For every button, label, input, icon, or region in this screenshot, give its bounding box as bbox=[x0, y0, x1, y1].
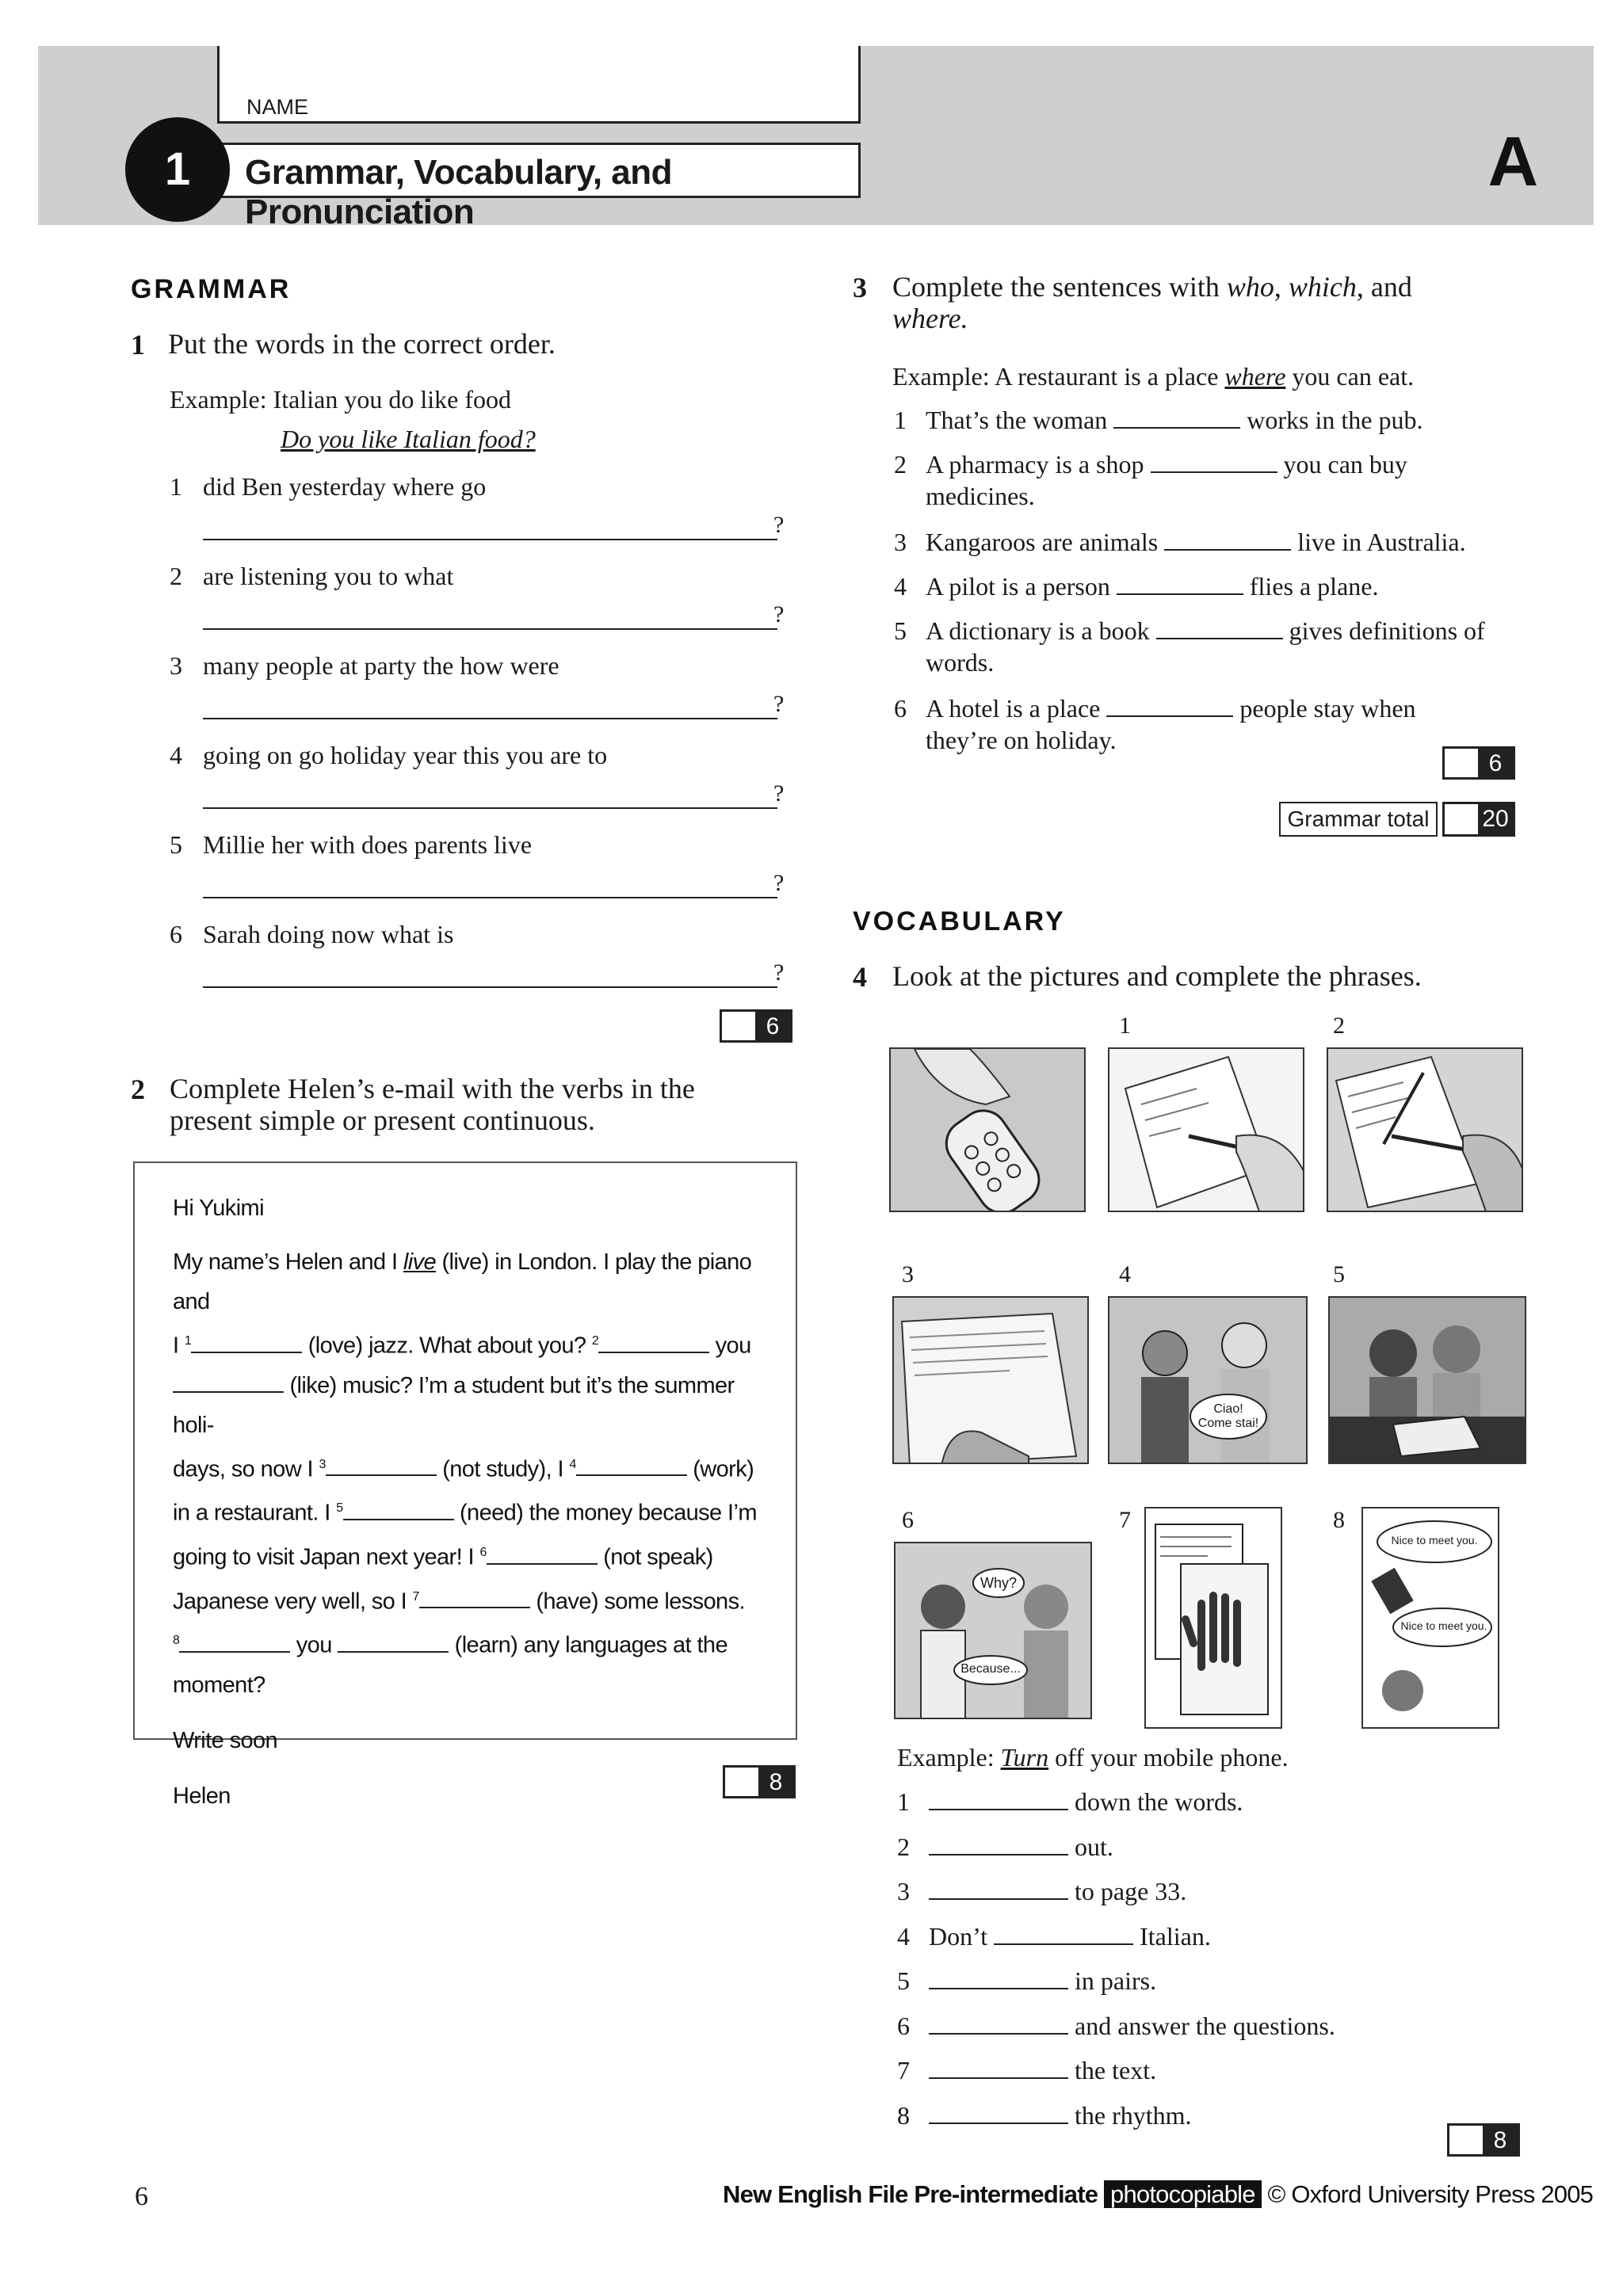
people-talking-icon bbox=[1109, 1298, 1308, 1464]
q4-item-phrase bbox=[929, 1786, 1243, 1817]
q1-item-words: Sarah doing now what is bbox=[203, 920, 454, 948]
gap-8b-blank[interactable] bbox=[338, 1634, 449, 1653]
email-box bbox=[133, 1161, 797, 1809]
footer-credits bbox=[723, 2180, 1593, 2209]
q4-example bbox=[897, 1741, 1289, 1773]
question-answer-icon bbox=[896, 1543, 1092, 1719]
q4-item-number: 5 bbox=[897, 1966, 910, 1995]
q4-item-phrase bbox=[929, 1965, 1156, 1997]
email-text: (love) jazz. What about you? bbox=[302, 1333, 592, 1359]
q1-item-words: did Ben yesterday where go bbox=[203, 472, 487, 501]
q3-example-text: Example: A restaurant is a place bbox=[892, 362, 1225, 391]
q4-item-number: 4 bbox=[897, 1922, 910, 1951]
q3-item-blank[interactable] bbox=[1117, 573, 1243, 595]
q3-item-text: you can buy bbox=[1277, 450, 1407, 479]
q4-number: 4 bbox=[853, 961, 867, 993]
q3-item-text: Kangaroos are animals bbox=[926, 528, 1165, 556]
q4-item-text: Don’t bbox=[929, 1922, 995, 1951]
picture-3-book bbox=[892, 1296, 1089, 1464]
q4-item-number: 8 bbox=[897, 2101, 910, 2130]
q1-score: 6 bbox=[755, 1012, 790, 1040]
name-field[interactable] bbox=[217, 46, 861, 124]
q3-item-text: A dictionary is a book bbox=[926, 616, 1156, 645]
q4-item-blank[interactable] bbox=[929, 2057, 1068, 2079]
picture-7-reading bbox=[1144, 1507, 1282, 1729]
grammar-total: 20 bbox=[1478, 804, 1513, 834]
q3-item-blank[interactable] bbox=[1106, 695, 1233, 717]
gap-number: 5 bbox=[336, 1501, 343, 1516]
pic-number: 6 bbox=[902, 1507, 914, 1533]
question-mark: ? bbox=[773, 601, 785, 627]
q1-item-number: 4 bbox=[170, 741, 182, 769]
q4-item-blank[interactable] bbox=[929, 1833, 1068, 1855]
q4-item-text: down the words. bbox=[1068, 1787, 1243, 1816]
students-reading-icon bbox=[1330, 1298, 1526, 1464]
email-text: (work) bbox=[686, 1456, 754, 1482]
q3-instruction: Complete the sentences with who, which, and where. bbox=[892, 271, 1412, 334]
q4-item-phrase bbox=[929, 1831, 1113, 1863]
q4-item-blank[interactable] bbox=[929, 1878, 1068, 1900]
q1-item-number: 6 bbox=[170, 920, 182, 948]
q4-score: 8 bbox=[1483, 2126, 1518, 2154]
q4-item-text: the text. bbox=[1068, 2056, 1157, 2084]
photocopiable-badge: photocopiable bbox=[1104, 2180, 1262, 2208]
q1-example: Example: Italian you do like food bbox=[170, 385, 511, 414]
email-closing: Write soon bbox=[173, 1727, 278, 1753]
speech-bubble-text: Nice to meet you. bbox=[1400, 1619, 1487, 1632]
q4-item-phrase bbox=[929, 1875, 1186, 1907]
word-who: who bbox=[1226, 271, 1274, 303]
q3-item-number: 4 bbox=[894, 572, 907, 601]
pic-number: 2 bbox=[1333, 1013, 1345, 1039]
q1-answer-line[interactable] bbox=[203, 986, 777, 988]
gap-number: 4 bbox=[569, 1457, 576, 1471]
picture-example-phone bbox=[889, 1047, 1086, 1212]
q3-item-blank[interactable] bbox=[1113, 406, 1240, 429]
email-line-6 bbox=[173, 1533, 775, 1577]
q1-score-box bbox=[720, 1009, 792, 1043]
q4-item-number: 2 bbox=[897, 1833, 910, 1861]
email-example-live: live bbox=[403, 1249, 437, 1275]
q3-item-sentence bbox=[926, 692, 1416, 724]
crossing-out-icon bbox=[1328, 1049, 1523, 1212]
q3-example bbox=[892, 360, 1414, 392]
picture-5-pairs bbox=[1328, 1296, 1526, 1464]
pic-number: 4 bbox=[1119, 1261, 1131, 1287]
copyright: © Oxford University Press 2005 bbox=[1267, 2180, 1594, 2208]
q3-item-text: works in the pub. bbox=[1240, 406, 1423, 434]
gap-2-blank[interactable] bbox=[598, 1334, 709, 1353]
email-text: moment? bbox=[173, 1672, 265, 1698]
q4-item-blank[interactable] bbox=[929, 1788, 1068, 1810]
q1-item-number: 5 bbox=[170, 830, 182, 859]
email-text: (need) the money because I’m bbox=[453, 1500, 757, 1526]
pic-number: 8 bbox=[1333, 1507, 1345, 1533]
q1-item-words: Millie her with does parents live bbox=[203, 830, 533, 859]
email-line-1 bbox=[173, 1242, 775, 1322]
q3-example-answer: where bbox=[1224, 362, 1286, 391]
q3-score: 6 bbox=[1478, 749, 1513, 777]
email-line-2 bbox=[173, 1322, 775, 1366]
q1-item-number: 3 bbox=[170, 651, 182, 680]
q4-item-number: 6 bbox=[897, 2012, 910, 2040]
q3-item-text: gives definitions of bbox=[1282, 616, 1485, 645]
gap-number: 1 bbox=[184, 1334, 192, 1348]
picture-8-pronunciation bbox=[1361, 1507, 1499, 1729]
hand-on-paper-icon bbox=[1146, 1508, 1282, 1729]
gap-6-blank[interactable] bbox=[487, 1546, 598, 1565]
q3-item-text: That’s the woman bbox=[926, 406, 1114, 434]
q3-item-number: 2 bbox=[894, 450, 907, 479]
email-text: Japanese very well, so I bbox=[173, 1589, 413, 1615]
email-signature: Helen bbox=[173, 1783, 231, 1809]
picture-2-crossing-out bbox=[1327, 1047, 1523, 1212]
gap-3-blank[interactable] bbox=[326, 1457, 437, 1476]
q4-item-text: to page 33. bbox=[1068, 1877, 1187, 1905]
email-line-9 bbox=[173, 1665, 775, 1705]
q3-score-box bbox=[1442, 746, 1515, 780]
question-mark: ? bbox=[773, 512, 785, 538]
word-which: which bbox=[1288, 271, 1357, 303]
q4-example-text: Example: bbox=[897, 1743, 1001, 1772]
q4-item-phrase bbox=[929, 1920, 1211, 1952]
q3-item-text: A pharmacy is a shop bbox=[926, 450, 1151, 479]
q4-item-number: 3 bbox=[897, 1877, 910, 1905]
q1-answer-line[interactable] bbox=[203, 897, 777, 898]
q1-answer-line[interactable] bbox=[203, 628, 777, 630]
email-text: I bbox=[173, 1333, 185, 1359]
pic-number: 1 bbox=[1119, 1013, 1131, 1039]
pic-number: 5 bbox=[1333, 1261, 1345, 1287]
name-label: NAME bbox=[246, 95, 309, 119]
q3-item-number: 3 bbox=[894, 528, 907, 556]
gap-number: 3 bbox=[319, 1457, 326, 1471]
q3-item-blank[interactable] bbox=[1151, 451, 1277, 473]
gap-8a-blank[interactable] bbox=[179, 1634, 290, 1653]
q1-item-words: are listening you to what bbox=[203, 562, 454, 590]
q2-number: 2 bbox=[131, 1074, 145, 1105]
q4-item-text: out. bbox=[1068, 1833, 1113, 1861]
email-line-5 bbox=[173, 1489, 775, 1533]
email-text: in a restaurant. I bbox=[173, 1500, 337, 1526]
email-text: (like) music? I’m a student but it’s the summer holi- bbox=[173, 1372, 735, 1438]
picture-1-writing bbox=[1108, 1047, 1304, 1212]
gap-7-blank[interactable] bbox=[419, 1589, 530, 1608]
page-number: 6 bbox=[135, 2182, 148, 2211]
q4-item-number: 7 bbox=[897, 2056, 910, 2084]
unit-number-badge: 1 bbox=[125, 117, 230, 222]
q3-number: 3 bbox=[853, 272, 867, 303]
q4-item-blank[interactable] bbox=[929, 1967, 1068, 1989]
q3-item-sentence bbox=[926, 448, 1407, 480]
email-text: going to visit Japan next year! I bbox=[173, 1544, 480, 1570]
q4-example-answer: Turn bbox=[1000, 1743, 1049, 1772]
email-line-7 bbox=[173, 1577, 775, 1622]
gap-2b-blank[interactable] bbox=[173, 1374, 284, 1393]
q3-item-text: live in Australia. bbox=[1291, 528, 1466, 556]
picture-6-asking bbox=[894, 1542, 1092, 1719]
q3-item-number: 5 bbox=[894, 616, 907, 645]
question-mark: ? bbox=[773, 870, 785, 896]
gap-5-blank[interactable] bbox=[343, 1501, 454, 1520]
q1-item-number: 1 bbox=[170, 472, 182, 501]
mobile-phone-icon bbox=[891, 1049, 1086, 1212]
question-mark: ? bbox=[773, 780, 785, 807]
q3-example-text: you can eat. bbox=[1285, 362, 1415, 391]
q2-score: 8 bbox=[758, 1768, 793, 1796]
q3-item-text: A pilot is a person bbox=[926, 572, 1117, 601]
email-text: days, so now I bbox=[173, 1456, 319, 1482]
speech-bubble-text: Ciao! Come stai! bbox=[1197, 1402, 1259, 1430]
question-mark: ? bbox=[773, 691, 785, 717]
book-page-icon bbox=[894, 1298, 1089, 1464]
q3-item-continuation: they’re on holiday. bbox=[926, 726, 1117, 754]
word-where: where. bbox=[892, 303, 968, 334]
q3-item-sentence bbox=[926, 526, 1466, 558]
q4-instruction: Look at the pictures and complete the phrases. bbox=[892, 960, 1422, 992]
q1-answer-line[interactable] bbox=[203, 718, 777, 719]
q4-item-text: in pairs. bbox=[1068, 1966, 1157, 1995]
word-and: , and bbox=[1356, 271, 1412, 303]
picture-4-speaking bbox=[1108, 1296, 1308, 1464]
q1-item-words: going on go holiday year this you are to bbox=[203, 741, 608, 769]
pic-number: 3 bbox=[902, 1261, 914, 1287]
q2-instruction-1: Complete Helen’s e-mail with the verbs in the bbox=[170, 1073, 695, 1104]
q1-item-words: many people at party the how were bbox=[203, 651, 559, 680]
q4-item-phrase bbox=[929, 2100, 1192, 2131]
q1-example-answer: Do you like Italian food? bbox=[281, 425, 536, 453]
q3-item-number: 1 bbox=[894, 406, 907, 434]
q4-item-text: Italian. bbox=[1133, 1922, 1211, 1951]
email-line-8 bbox=[173, 1621, 775, 1665]
q3-instruction-text: Complete the sentences with bbox=[892, 271, 1227, 303]
gap-number: 6 bbox=[479, 1545, 487, 1559]
email-text: (have) some lessons. bbox=[529, 1589, 745, 1615]
q3-item-blank[interactable] bbox=[1164, 528, 1291, 551]
q4-item-text: and answer the questions. bbox=[1068, 2012, 1335, 2040]
pic-number: 7 bbox=[1119, 1507, 1131, 1533]
q4-item-blank[interactable] bbox=[929, 2012, 1068, 2035]
gap-1-blank[interactable] bbox=[191, 1334, 302, 1353]
grammar-total-label: Grammar total bbox=[1279, 802, 1438, 837]
q4-score-box bbox=[1447, 2123, 1520, 2157]
q3-item-number: 6 bbox=[894, 694, 907, 723]
email-text: (not study), I bbox=[436, 1456, 570, 1482]
q3-item-text: flies a plane. bbox=[1243, 572, 1379, 601]
q1-number: 1 bbox=[131, 329, 145, 360]
q3-item-sentence bbox=[926, 615, 1485, 646]
q2-score-box bbox=[723, 1765, 796, 1798]
speech-bubble-text: Because... bbox=[960, 1662, 1021, 1676]
q3-item-text: people stay when bbox=[1233, 694, 1416, 723]
speech-bubble-text: Nice to meet you. bbox=[1391, 1534, 1478, 1547]
email-text: (not speak) bbox=[597, 1544, 713, 1570]
q4-item-blank[interactable] bbox=[994, 1923, 1133, 1945]
email-line-3 bbox=[173, 1366, 775, 1445]
q3-item-sentence bbox=[926, 404, 1423, 436]
version-letter: A bbox=[1487, 122, 1538, 200]
email-text: you bbox=[709, 1333, 751, 1359]
email-body bbox=[173, 1242, 775, 1816]
q4-example-text: off your mobile phone. bbox=[1048, 1743, 1289, 1772]
q4-item-number: 1 bbox=[897, 1787, 910, 1816]
q1-instruction: Put the words in the correct order. bbox=[168, 328, 556, 360]
q3-item-text: A hotel is a place bbox=[926, 694, 1107, 723]
grammar-total-box bbox=[1442, 802, 1515, 837]
gap-number: 7 bbox=[412, 1589, 419, 1604]
vocabulary-heading: VOCABULARY bbox=[853, 906, 1066, 936]
q4-item-phrase bbox=[929, 2010, 1335, 2042]
page-title: Grammar, Vocabulary, and Pronunciation bbox=[245, 153, 673, 231]
question-mark: ? bbox=[773, 959, 785, 986]
q1-item-number: 2 bbox=[170, 562, 182, 590]
speech-bubble-text: Why? bbox=[980, 1575, 1017, 1591]
title-box bbox=[217, 143, 861, 231]
q4-item-text: the rhythm. bbox=[1068, 2101, 1192, 2130]
gap-number: 2 bbox=[591, 1334, 599, 1348]
q1-answer-line[interactable] bbox=[203, 807, 777, 809]
email-greeting: Hi Yukimi bbox=[173, 1196, 264, 1221]
email-text: you bbox=[290, 1632, 338, 1658]
q2-instruction-2: present simple or present continuous. bbox=[170, 1104, 595, 1136]
q3-item-continuation: medicines. bbox=[926, 482, 1035, 510]
hand-writing-icon bbox=[1109, 1049, 1304, 1212]
q3-item-blank[interactable] bbox=[1156, 617, 1283, 639]
grammar-heading: GRAMMAR bbox=[131, 274, 292, 304]
email-line-4 bbox=[173, 1445, 775, 1489]
gap-number: 8 bbox=[173, 1634, 180, 1648]
email-text: My name’s Helen and I bbox=[173, 1249, 403, 1275]
q4-item-blank[interactable] bbox=[929, 2102, 1068, 2124]
email-text: (learn) any languages at the bbox=[449, 1632, 727, 1658]
gap-4-blank[interactable] bbox=[576, 1457, 687, 1476]
q3-item-sentence bbox=[926, 570, 1378, 602]
book-title: New English File Pre-intermediate bbox=[723, 2180, 1098, 2208]
email-text: (live) in London. I play the piano and bbox=[173, 1249, 752, 1314]
q4-item-phrase bbox=[929, 2054, 1156, 2086]
q3-item-continuation: words. bbox=[926, 648, 995, 677]
q1-answer-line[interactable] bbox=[203, 539, 777, 540]
